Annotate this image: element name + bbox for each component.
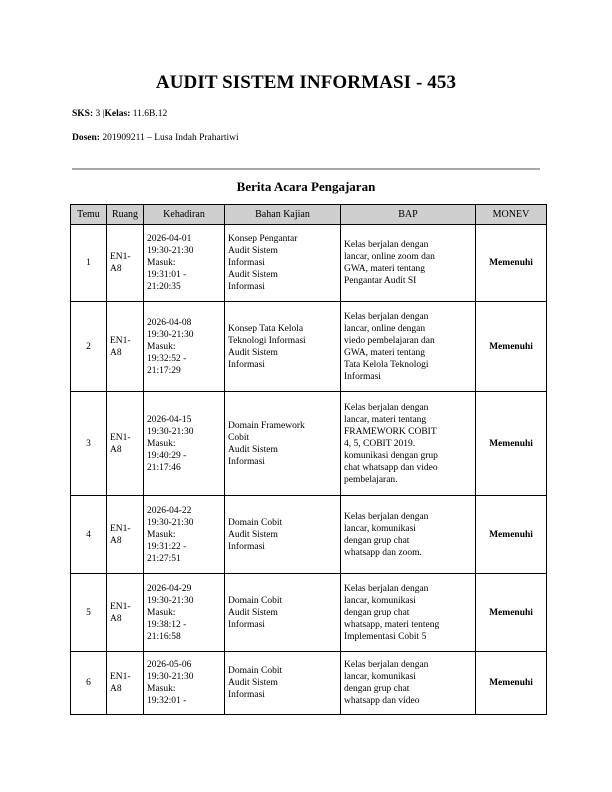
- cell-kehadiran: 2026-04-29 19:30-21:30 Masuk: 19:38:12 - 21:16:58: [144, 574, 225, 652]
- cell-ruang: EN1- A8: [107, 225, 144, 302]
- document-title: AUDIT SISTEM INFORMASI - 453: [155, 72, 457, 93]
- header-kehadiran: Kehadiran: [144, 205, 225, 225]
- table-row: [71, 392, 547, 496]
- cell-temu: 5: [71, 574, 107, 652]
- header-temu: Temu: [71, 205, 107, 225]
- cell-temu: 1: [71, 225, 107, 302]
- cell-ruang: EN1- A8: [107, 302, 144, 392]
- cell-monev: Memenuhi: [476, 225, 547, 302]
- header-monev: MONEV: [476, 205, 547, 225]
- table-header-row: [71, 205, 547, 225]
- sks-label: SKS:: [72, 109, 94, 119]
- table-row: [71, 652, 547, 715]
- course-info: [72, 109, 167, 119]
- cell-monev: Memenuhi: [476, 392, 547, 496]
- cell-bap: Kelas berjalan dengan lancar, komunikasi dengan grup chat whatsapp, materi tenteng Implementasi Cobit 5: [341, 574, 476, 652]
- cell-bap: Kelas berjalan dengan lancar, materi tentang FRAMEWORK COBIT 4, 5, COBIT 2019. komunikasi dengan grup chat whatsapp dan video pembelajaran.: [341, 392, 476, 496]
- lecturer-info: [72, 133, 239, 143]
- cell-bap: Kelas berjalan dengan lancar, komunikasi dengan grup chat whatsapp dan zoom.: [341, 496, 476, 574]
- bap-table: [70, 204, 547, 715]
- header-ruang: Ruang: [107, 205, 144, 225]
- cell-ruang: EN1- A8: [107, 574, 144, 652]
- kelas-value: 11.6B.12: [132, 109, 168, 119]
- table-row: [71, 302, 547, 392]
- cell-bap: Kelas berjalan dengan lancar, online dengan viedo pembelajaran dan GWA, materi tentang Tata Kelola Teknologi Informasi: [341, 302, 476, 392]
- table-row: [71, 574, 547, 652]
- cell-bahan-kajian: Domain Cobit Audit Sistem Informasi: [225, 652, 341, 715]
- cell-monev: Memenuhi: [476, 652, 547, 715]
- cell-bahan-kajian: Domain Framework Cobit Audit Sistem Informasi: [225, 392, 341, 496]
- table-row: [71, 225, 547, 302]
- cell-ruang: EN1- A8: [107, 652, 144, 715]
- divider: [72, 168, 540, 170]
- cell-monev: Memenuhi: [476, 302, 547, 392]
- section-title: Berita Acara Pengajaran: [236, 179, 376, 194]
- cell-bahan-kajian: Konsep Tata Kelola Teknologi Informasi Audit Sistem Informasi: [225, 302, 341, 392]
- dosen-value: 201909211 – Lusa Indah Prahartiwi: [102, 133, 239, 143]
- cell-kehadiran: 2026-05-06 19:30-21:30 Masuk: 19:32:01 -: [144, 652, 225, 715]
- cell-temu: 6: [71, 652, 107, 715]
- cell-bap: Kelas berjalan dengan lancar, komunikasi dengan grup chat whatsapp dan video: [341, 652, 476, 715]
- cell-bahan-kajian: Domain Cobit Audit Sistem Informasi: [225, 496, 341, 574]
- dosen-label: Dosen:: [72, 133, 100, 143]
- cell-kehadiran: 2026-04-22 19:30-21:30 Masuk: 19:31:22 - 21:27:51: [144, 496, 225, 574]
- cell-kehadiran: 2026-04-08 19:30-21:30 Masuk: 19:32:52 - 21:17:29: [144, 302, 225, 392]
- header-bap: BAP: [341, 205, 476, 225]
- cell-kehadiran: 2026-04-01 19:30-21:30 Masuk: 19:31:01 - 21:20:35: [144, 225, 225, 302]
- cell-temu: 2: [71, 302, 107, 392]
- cell-bahan-kajian: Konsep Pengantar Audit Sistem Informasi Audit Sistem Informasi: [225, 225, 341, 302]
- cell-kehadiran: 2026-04-15 19:30-21:30 Masuk: 19:40:29 - 21:17:46: [144, 392, 225, 496]
- header-bahan-kajian: Bahan Kajian: [225, 205, 341, 225]
- cell-ruang: EN1- A8: [107, 496, 144, 574]
- kelas-label: Kelas:: [104, 109, 131, 119]
- cell-bahan-kajian: Domain Cobit Audit Sistem Informasi: [225, 574, 341, 652]
- cell-monev: Memenuhi: [476, 496, 547, 574]
- meta-separator: |: [102, 109, 105, 119]
- cell-temu: 3: [71, 392, 107, 496]
- cell-temu: 4: [71, 496, 107, 574]
- cell-ruang: EN1- A8: [107, 392, 144, 496]
- sks-value: 3: [95, 109, 101, 119]
- cell-monev: Memenuhi: [476, 574, 547, 652]
- table-row: [71, 496, 547, 574]
- cell-bap: Kelas berjalan dengan lancar, online zoom dan GWA, materi tentang Pengantar Audit SI: [341, 225, 476, 302]
